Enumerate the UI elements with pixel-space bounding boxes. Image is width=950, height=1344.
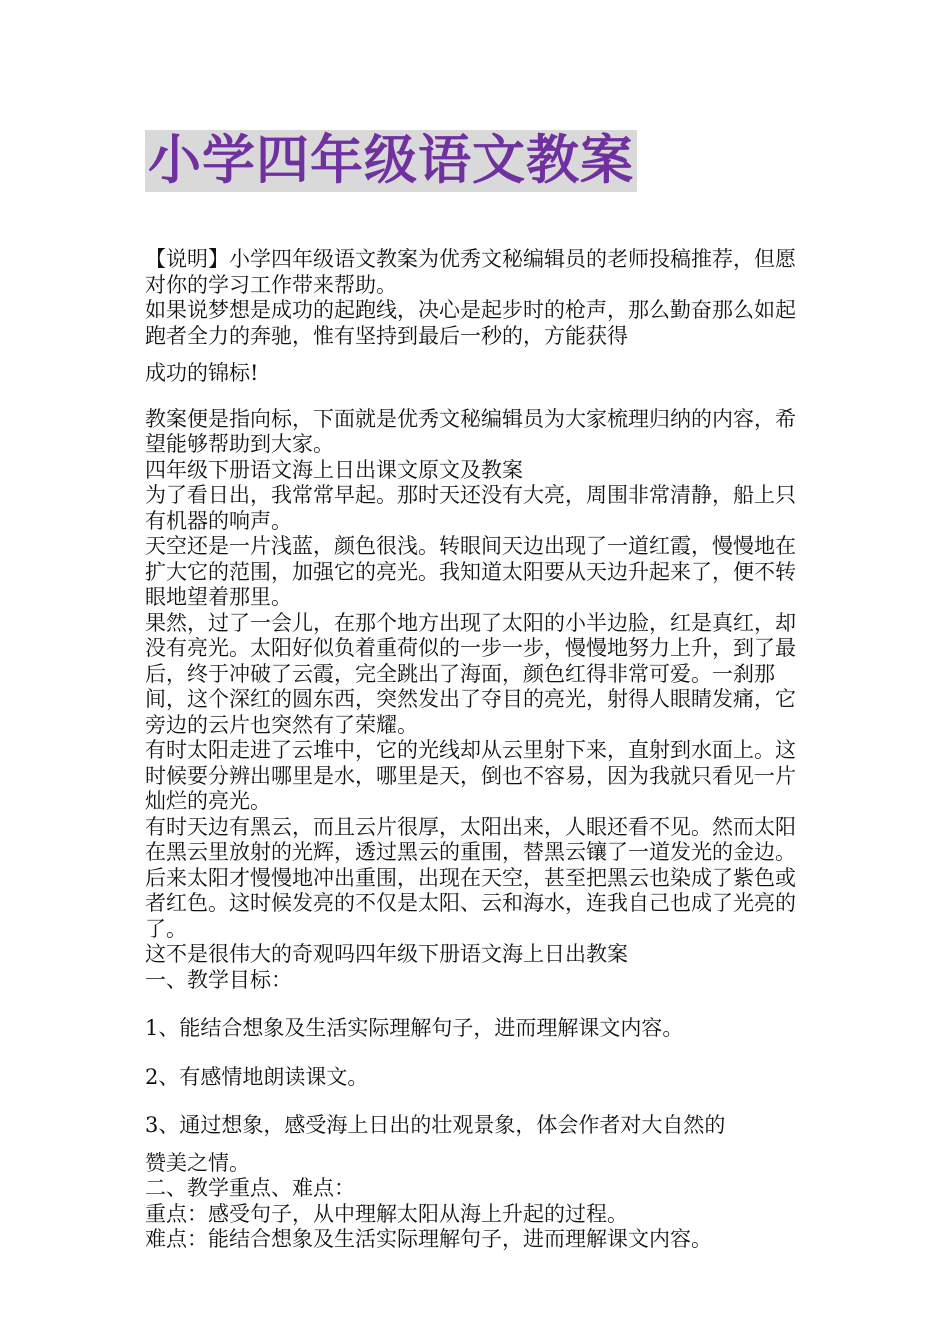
page-title: 小学四年级语文教案 bbox=[145, 130, 637, 192]
text-paragraph-2: 天空还是一片浅蓝，颜色很浅。转眼间天边出现了一道红霞，慢慢地在扩大它的范围，加强它的亮光。我知道太阳要从天边升起来了，便不转眼地望着那里。 bbox=[145, 534, 796, 609]
key-point: 重点：感受句子，从中理解太阳从海上升起的过程。 bbox=[145, 1201, 628, 1226]
goal-item-1: 1、能结合想象及生活实际理解句子，进而理解课文内容。 bbox=[145, 1016, 684, 1040]
motivation-paragraph-end: 成功的锦标! bbox=[145, 361, 259, 385]
goal-item-3-end: 赞美之情。 bbox=[145, 1150, 250, 1175]
guide-paragraph: 教案便是指向标，下面就是优秀文秘编辑员为大家梳理归纳的内容，希望能够帮助到大家。 bbox=[145, 406, 796, 456]
text-paragraph-5: 有时天边有黑云，而且云片很厚，太阳出来，人眼还看不见。然而太阳在黑云里放射的光辉，透过黑云的重围，替黑云镶了一道发光的金边。后来太阳才慢慢地冲出重围，出现在天空，甚至把黑云也染成了紫色或者红色。这时候发亮的不仅是太阳、云和海水，连我自己也成了光亮的了。 bbox=[145, 814, 796, 941]
text-paragraph-3: 果然，过了一会儿，在那个地方出现了太阳的小半边脸，红是真红，却没有亮光。太阳好似负着重荷似的一步一步，慢慢地努力上升，到了最后，终于冲破了云霞，完全跳出了海面，颜色红得非常可爱。一刹那间，这个深红的圆东西，突然发出了夺目的亮光，射得人眼睛发痛，它旁边的云片也突然有了荣耀。 bbox=[145, 610, 796, 737]
goal-item-3: 3、通过想象，感受海上日出的壮观景象，体会作者对大自然的 bbox=[145, 1113, 726, 1137]
intro-paragraph: 【说明】小学四年级语文教案为优秀文秘编辑员的老师投稿推荐，但愿对你的学习工作带来帮助。 bbox=[145, 247, 796, 297]
teaching-goals-heading: 一、教学目标： bbox=[145, 967, 292, 992]
motivation-paragraph: 如果说梦想是成功的起跑线，决心是起步时的枪声，那么勤奋那么如起跑者全力的奔驰，惟有坚持到最后一秒的，方能获得 bbox=[145, 298, 796, 348]
lesson-plan-heading: 这不是很伟大的奇观吗四年级下册语文海上日出教案 bbox=[145, 942, 628, 966]
document-body bbox=[145, 247, 815, 1253]
section-heading-text: 四年级下册语文海上日出课文原文及教案 bbox=[145, 457, 523, 482]
key-points-heading: 二、教学重点、难点： bbox=[145, 1176, 355, 1200]
goal-item-2: 2、有感情地朗读课文。 bbox=[145, 1064, 369, 1089]
title-block bbox=[145, 130, 637, 192]
text-paragraph-4: 有时太阳走进了云堆中，它的光线却从云里射下来，直射到水面上。这时候要分辨出哪里是水，哪里是天，倒也不容易，因为我就只看见一片灿烂的亮光。 bbox=[145, 738, 796, 813]
difficult-point: 难点：能结合想象及生活实际理解句子，进而理解课文内容。 bbox=[145, 1227, 712, 1251]
text-paragraph-1: 为了看日出，我常常早起。那时天还没有大亮，周围非常清静，船上只有机器的响声。 bbox=[145, 483, 796, 533]
